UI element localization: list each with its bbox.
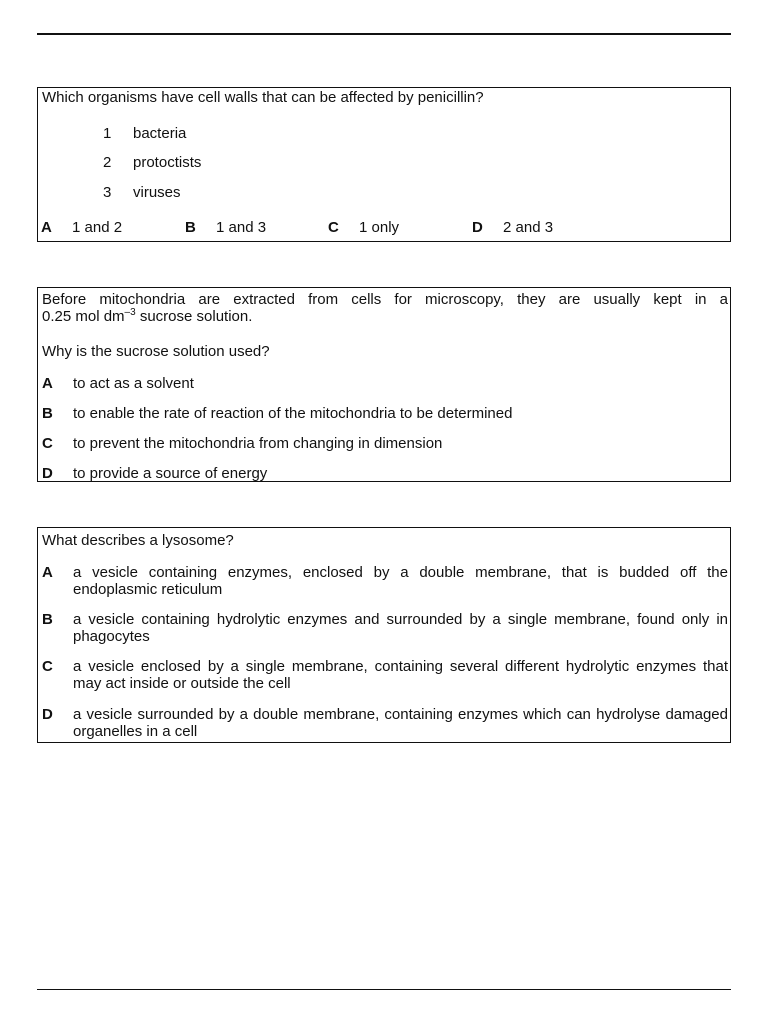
- intro-line-2: [42, 308, 728, 325]
- option-text: a vesicle surrounded by a double membrane, containing enzymes which can hydrolyse damaged organelles in a cell: [73, 706, 728, 740]
- option-letter: B: [185, 219, 196, 236]
- option-letter: B: [42, 611, 53, 628]
- option-letter: A: [42, 375, 53, 392]
- option-a[interactable]: [42, 564, 728, 598]
- option-text: 1 and 2: [72, 219, 123, 236]
- option-a[interactable]: [41, 219, 122, 236]
- option-text: to prevent the mitochondria from changing in dimension: [73, 435, 443, 452]
- option-text: 1 and 3: [216, 219, 267, 236]
- statement-text: protoctists: [133, 154, 202, 171]
- question-1-text: Which organisms have cell walls that can be affected by penicillin?: [42, 89, 484, 106]
- concentration-text: 0.25 mol dm: [42, 308, 125, 325]
- option-letter: C: [42, 435, 53, 452]
- option-text: a vesicle containing hydrolytic enzymes and surrounded by a single membrane, found only in phagocytes: [73, 611, 728, 645]
- header-rule: [37, 33, 731, 35]
- option-text: to enable the rate of reaction of the mitochondria to be determined: [73, 405, 513, 422]
- question-2-intro: [42, 291, 728, 325]
- question-box-3: [37, 527, 731, 743]
- option-c[interactable]: [42, 658, 728, 692]
- option-letter: D: [472, 219, 483, 236]
- option-c[interactable]: [328, 219, 399, 236]
- option-b[interactable]: [42, 405, 728, 422]
- option-letter: A: [41, 219, 52, 236]
- option-d[interactable]: [472, 219, 553, 236]
- statement-number: 2: [103, 154, 112, 171]
- option-b[interactable]: [185, 219, 266, 236]
- option-letter: B: [42, 405, 53, 422]
- option-b[interactable]: [42, 611, 728, 645]
- footer-rule: [37, 989, 731, 990]
- statement-text: viruses: [133, 184, 181, 201]
- option-text: to provide a source of energy: [73, 465, 268, 482]
- option-text: to act as a solvent: [73, 375, 194, 392]
- option-c[interactable]: [42, 435, 728, 452]
- option-d[interactable]: [42, 706, 728, 740]
- option-text: 2 and 3: [503, 219, 554, 236]
- question-box-1: [37, 87, 731, 242]
- question-2-text: Why is the sucrose solution used?: [42, 343, 270, 360]
- intro-line-2-end: sucrose solution.: [135, 308, 253, 325]
- option-text: 1 only: [359, 219, 400, 236]
- option-d[interactable]: [42, 465, 728, 482]
- statement-number: 1: [103, 125, 112, 142]
- option-letter: A: [42, 564, 53, 581]
- option-text: a vesicle containing enzymes, enclosed by a double membrane, that is budded off the endoplasmic reticulum: [73, 564, 728, 598]
- option-a[interactable]: [42, 375, 728, 392]
- question-box-2: [37, 287, 731, 482]
- option-text: a vesicle enclosed by a single membrane, containing several different hydrolytic enzymes that may act inside or outside the cell: [73, 658, 728, 692]
- statement-text: bacteria: [133, 125, 187, 142]
- question-3-text: What describes a lysosome?: [42, 532, 234, 549]
- option-letter: D: [42, 465, 53, 482]
- option-letter: C: [328, 219, 339, 236]
- concentration-exponent: –3: [124, 307, 136, 318]
- option-letter: D: [42, 706, 53, 723]
- statement-number: 3: [103, 184, 112, 201]
- intro-line-1: Before mitochondria are extracted from cells for microscopy, they are usually kept in a: [42, 291, 728, 308]
- option-letter: C: [42, 658, 53, 675]
